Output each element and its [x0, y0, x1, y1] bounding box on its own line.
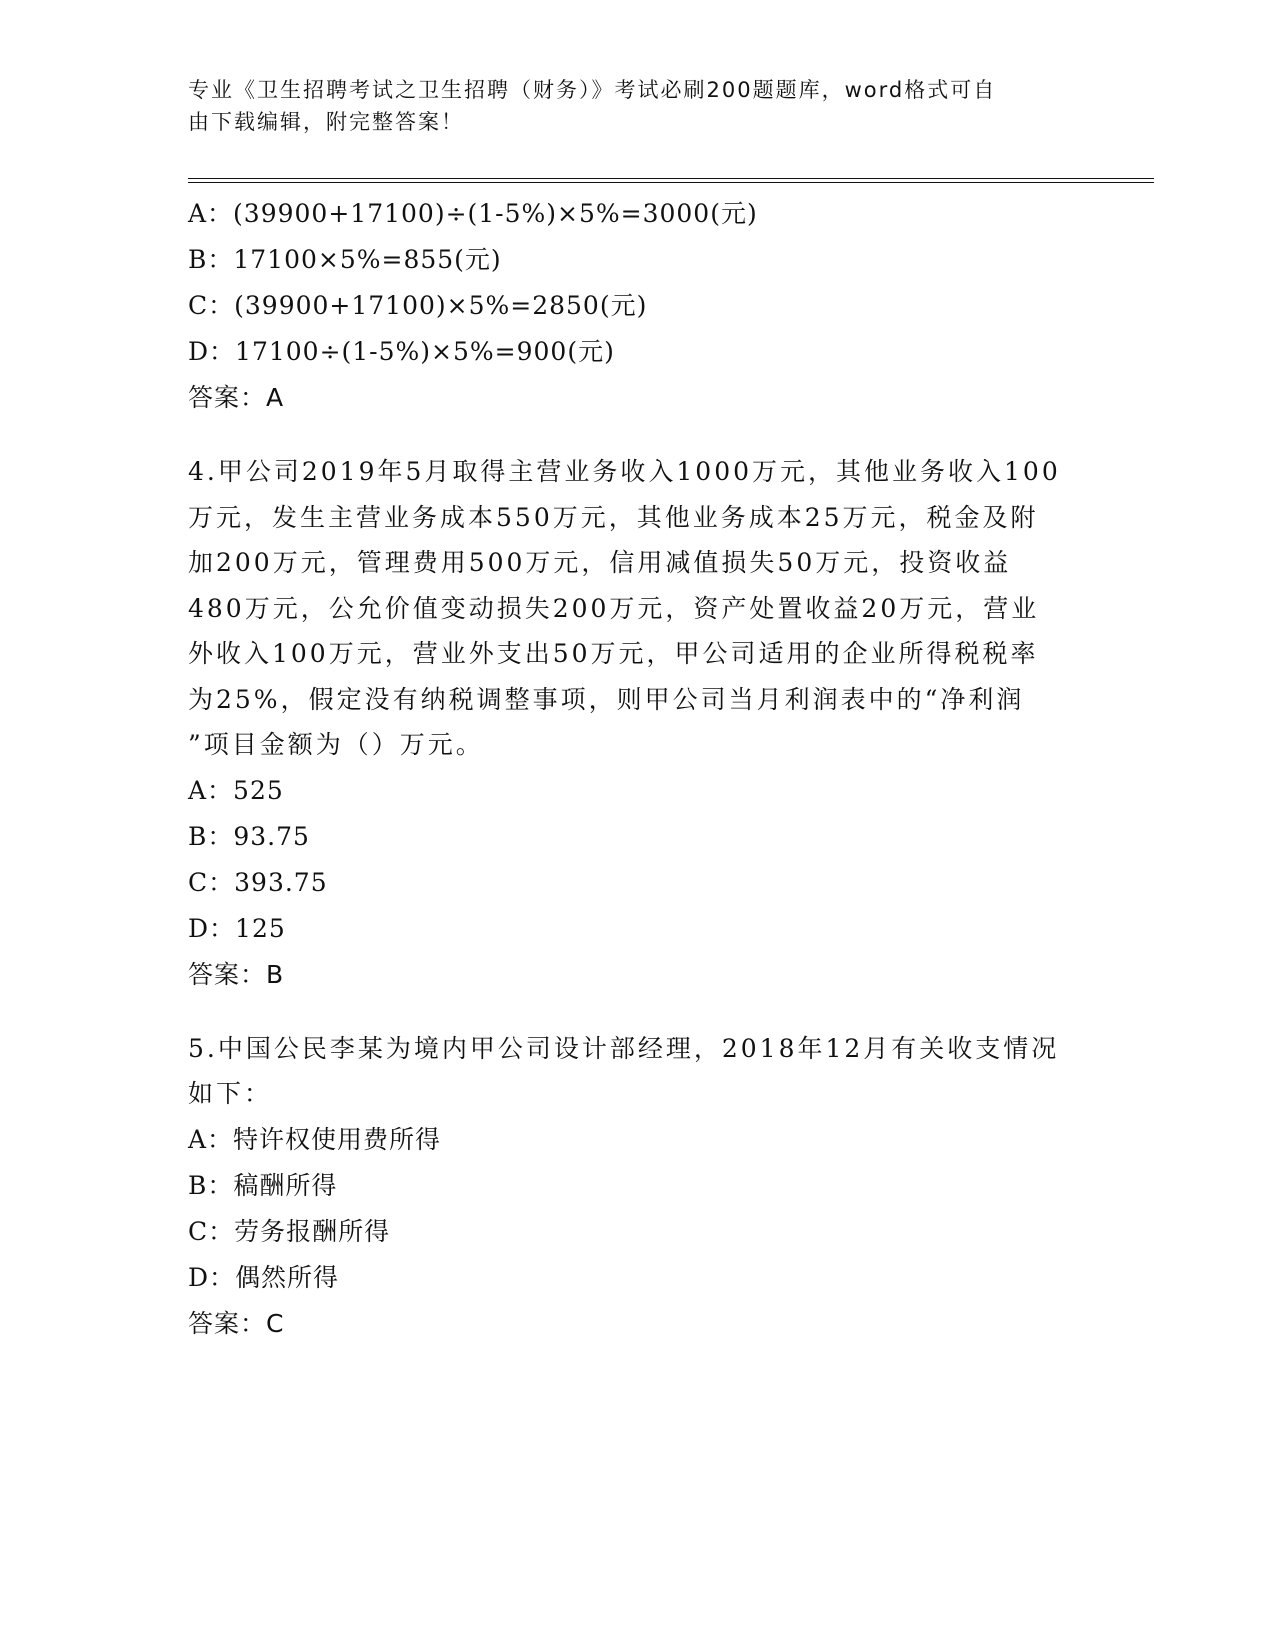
q4-stem-line: 加200万元，管理费用500万元，信用减值损失50万元，投资收益 — [188, 548, 1012, 577]
document-header — [188, 74, 1088, 138]
q4-stem — [188, 449, 1088, 768]
q5-stem — [188, 1026, 1088, 1117]
q3-option-b: B：17100×5%=855(元) — [188, 245, 502, 274]
q5-stem-line: 5.中国公民李某为境内甲公司设计部经理，2018年12月有关收支情况 — [188, 1033, 1060, 1063]
header-line-2: 由下载编辑，附完整答案！ — [188, 110, 464, 134]
header-rule-top — [188, 178, 1154, 179]
header-line-1: 专业《卫生招聘考试之卫生招聘（财务）》考试必刷200题题库，word格式可自 — [188, 78, 997, 102]
document-body — [188, 191, 1088, 1347]
q4-stem-line: 480万元，公允价值变动损失200万元，资产处置收益20万元，营业 — [188, 593, 1040, 623]
q5-option-a: A：特许权使用费所得 — [188, 1124, 442, 1154]
question-3-block — [188, 191, 1088, 421]
question-5-block — [188, 1026, 1088, 1347]
q4-option-a: A：525 — [188, 775, 284, 805]
q3-answer: 答案：A — [188, 383, 285, 412]
q4-stem-line: 外收入100万元，营业外支出50万元，甲公司适用的企业所得税税率 — [188, 639, 1039, 668]
q4-stem-line: 4.甲公司2019年5月取得主营业务收入1000万元，其他业务收入100 — [188, 457, 1061, 486]
header-rule-bottom — [188, 182, 1154, 183]
q5-stem-line: 如下： — [188, 1079, 273, 1108]
q4-stem-line: 为25%，假定没有纳税调整事项，则甲公司当月利润表中的“净利润 — [188, 684, 1025, 714]
q4-stem-line: 万元，发生主营业务成本550万元，其他业务成本25万元，税金及附 — [188, 502, 1039, 532]
q4-option-d: D：125 — [188, 913, 286, 943]
q5-option-b: B：稿酬所得 — [188, 1170, 338, 1200]
q4-answer: 答案：B — [188, 959, 285, 989]
q3-option-c: C：(39900+17100)×5%=2850(元) — [188, 291, 648, 320]
q3-option-d: D：17100÷(1-5%)×5%=900(元) — [188, 337, 615, 366]
q5-option-c: C：劳务报酬所得 — [188, 1216, 391, 1246]
q4-stem-line: ”项目金额为（）万元。 — [188, 730, 484, 759]
question-4-block — [188, 449, 1088, 998]
q5-option-d: D：偶然所得 — [188, 1262, 340, 1292]
q4-option-c: C：393.75 — [188, 867, 328, 897]
q4-option-b: B：93.75 — [188, 821, 310, 851]
q5-answer: 答案：C — [188, 1308, 285, 1338]
q3-option-a: A：(39900+17100)÷(1-5%)×5%=3000(元) — [188, 199, 758, 228]
